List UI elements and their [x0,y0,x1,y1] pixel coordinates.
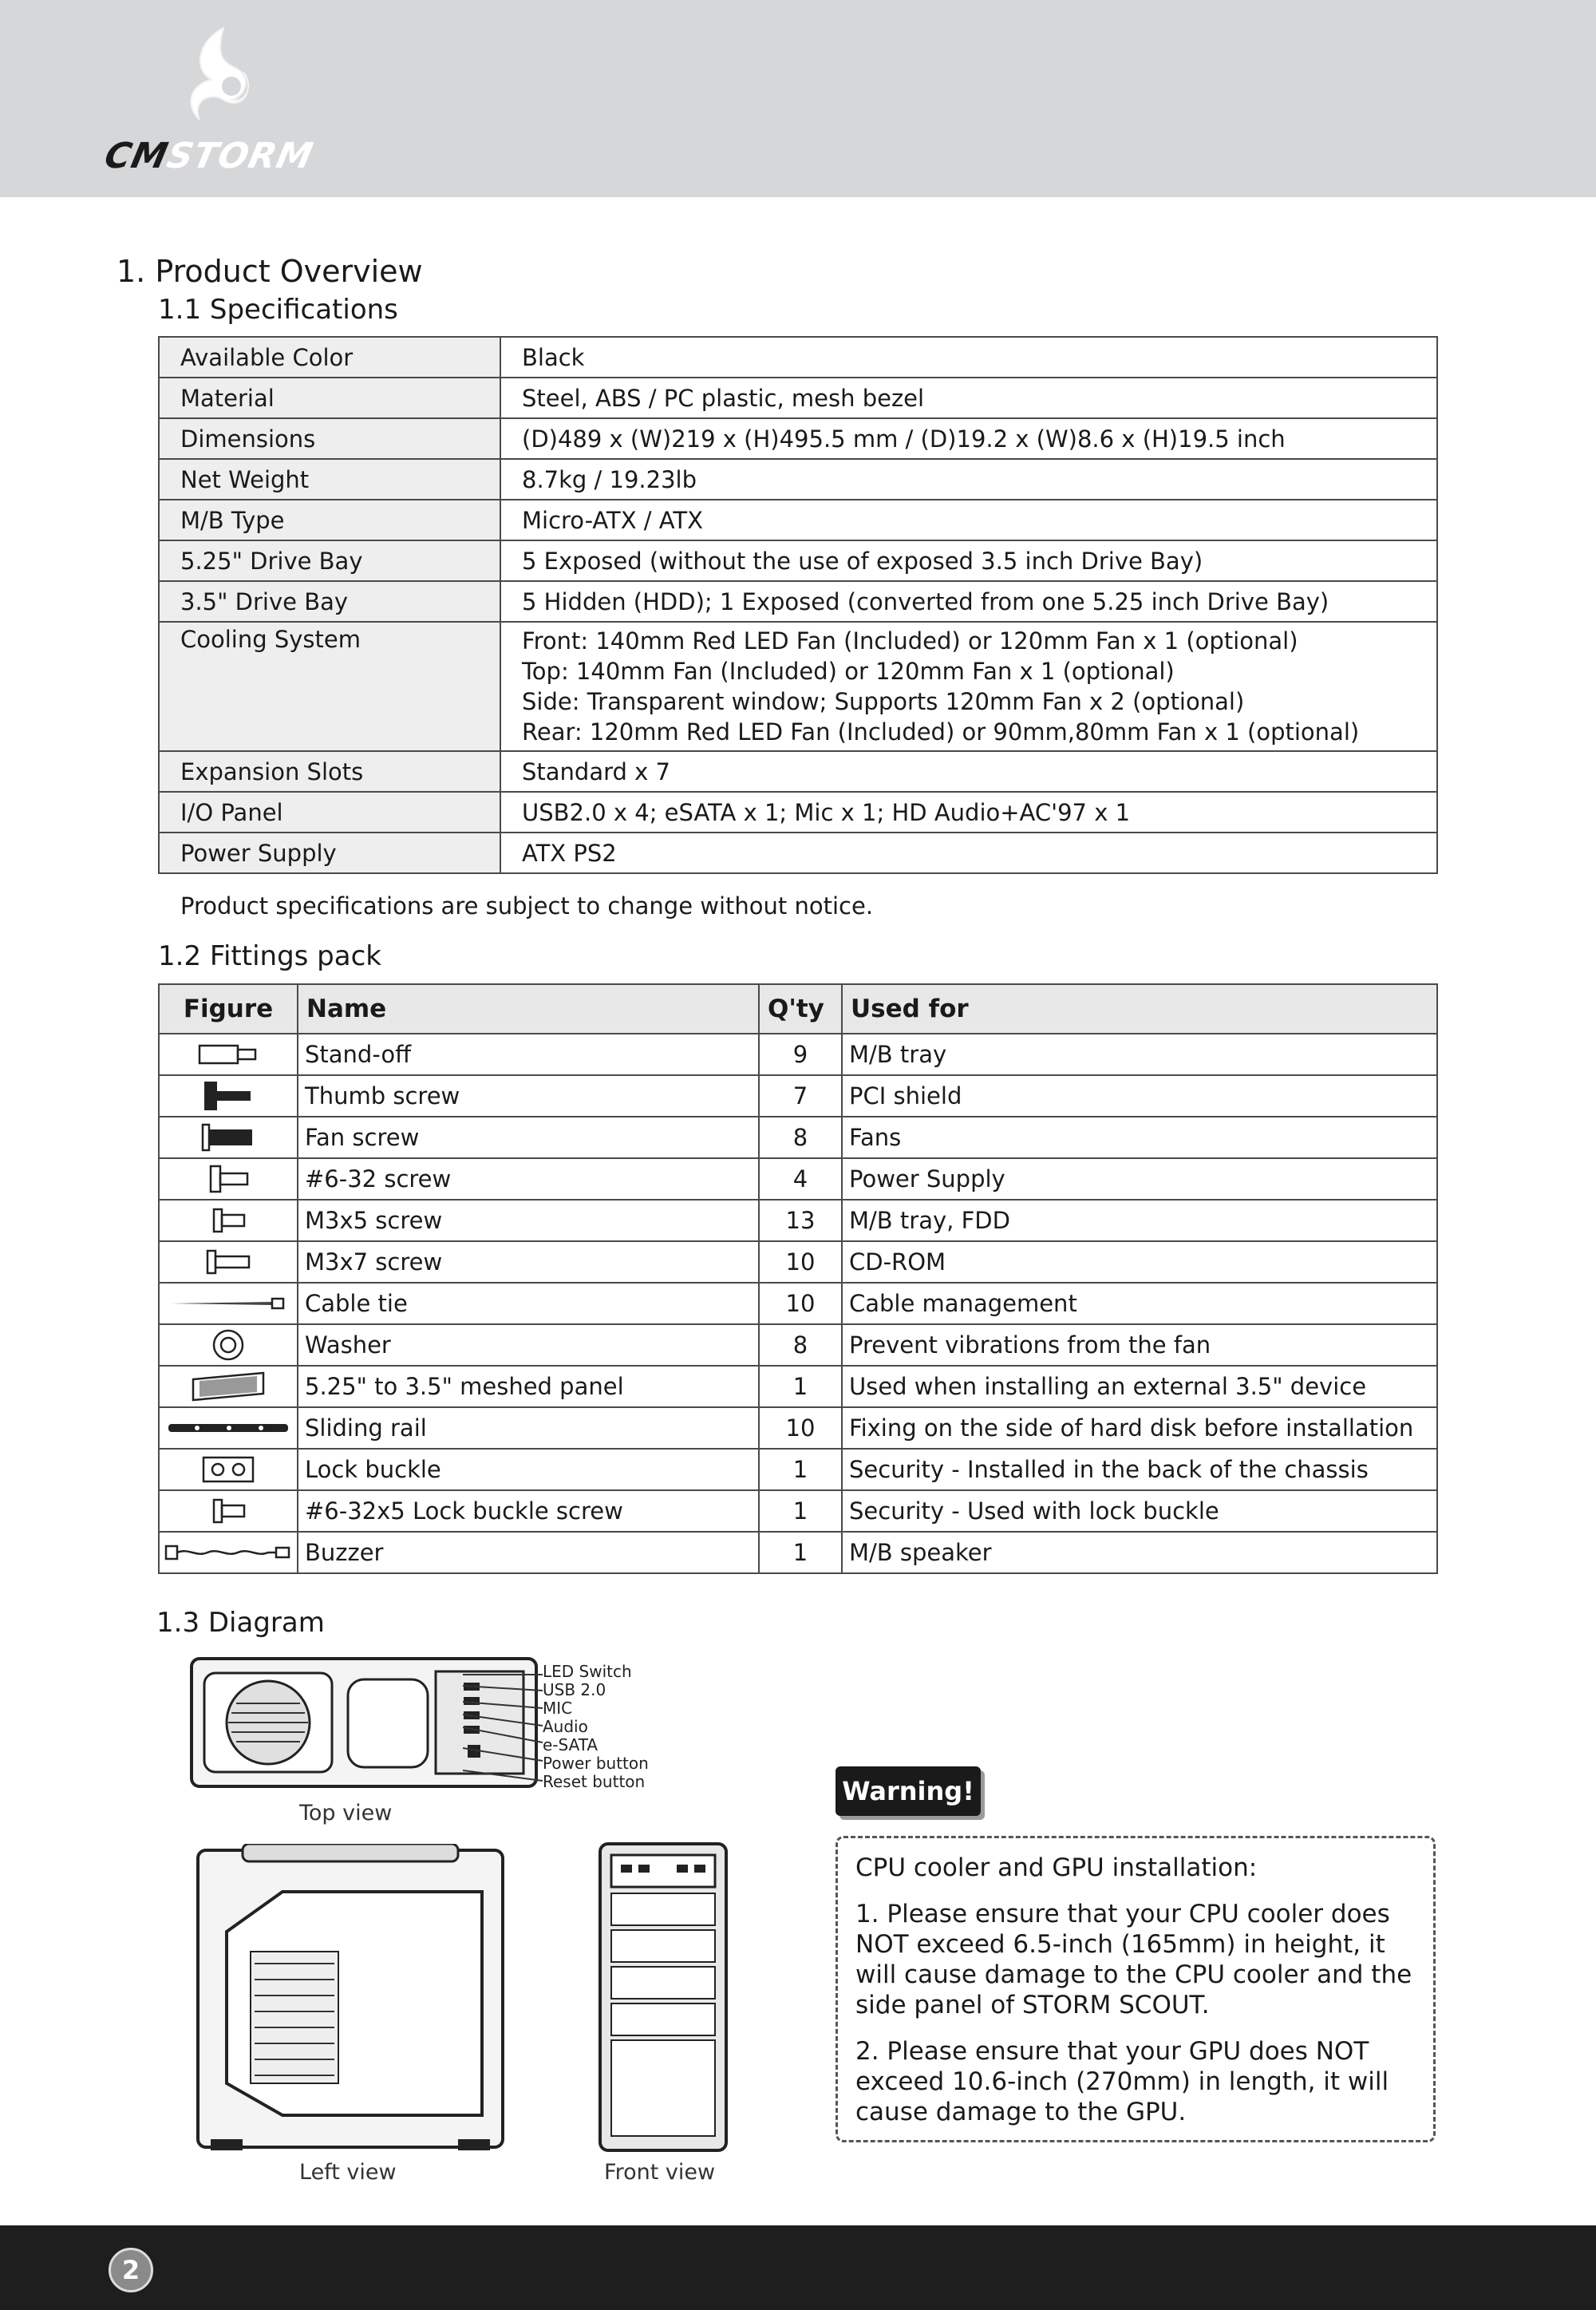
fittings-title: 1.2 Fittings pack [158,940,381,972]
spec-row [159,500,1437,540]
fitting-qty: 7 [759,1075,842,1117]
fitting-row [159,1449,1437,1490]
left-view-label: Left view [299,2160,397,2185]
fitting-name: Thumb screw [298,1075,759,1117]
fitting-figure [159,1407,298,1449]
fitting-row [159,1407,1437,1449]
io-callout-label: Power button [543,1754,649,1773]
fitting-used-for: PCI shield [842,1075,1437,1117]
fitting-qty: 10 [759,1241,842,1283]
fitting-figure [159,1241,298,1283]
fitting-figure [159,1283,298,1324]
spec-key: 3.5" Drive Bay [159,581,500,622]
fitting-used-for: M/B tray [842,1034,1437,1075]
spec-value-line: Side: Transparent window; Supports 120mm Fan x 2 (optional) [522,688,1245,715]
fitting-figure [159,1117,298,1158]
spec-row [159,418,1437,459]
spec-value: ATX PS2 [500,833,1437,873]
fitting-row [159,1241,1437,1283]
fitting-row [159,1283,1437,1324]
fitting-row [159,1117,1437,1158]
spec-key: I/O Panel [159,792,500,833]
fitting-figure [159,1075,298,1117]
spec-row [159,751,1437,792]
case-front-view-diagram [597,1841,729,2155]
spec-value: Standard x 7 [500,751,1437,792]
callout-leader-lines [463,1670,547,1790]
fittings-header-row [159,984,1437,1034]
spec-value-line: Top: 140mm Fan (Included) or 120mm Fan x 1 (optional) [522,658,1175,685]
fitting-used-for: Used when installing an external 3.5" device [842,1366,1437,1407]
spec-value: 8.7kg / 19.23lb [500,459,1437,500]
fittings-table [158,983,1438,1574]
fitting-name: Sliding rail [298,1407,759,1449]
fitting-row [159,1158,1437,1200]
spec-value-line: Front: 140mm Red LED Fan (Included) or 120mm Fan x 1 (optional) [522,627,1298,655]
thumb-screw-icon [198,1080,259,1112]
fitting-figure [159,1200,298,1241]
spec-value: (D)489 x (W)219 x (H)495.5 mm / (D)19.2 x (W)8.6 x (H)19.5 inch [500,418,1437,459]
cm-storm-logo [101,24,327,176]
spec-row [159,378,1437,418]
fitting-used-for: Power Supply [842,1158,1437,1200]
io-callout-label: LED Switch [543,1662,632,1681]
spec-value: 5 Exposed (without the use of exposed 3.5 inch Drive Bay) [500,540,1437,581]
fitting-used-for: Cable management [842,1283,1437,1324]
fitting-name: 5.25" to 3.5" meshed panel [298,1366,759,1407]
screw-6-32-icon [204,1164,252,1194]
fitting-row [159,1075,1437,1117]
spec-key: Cooling System [159,622,500,751]
diagram-title: 1.3 Diagram [156,1607,325,1639]
case-left-view-diagram [195,1844,506,2154]
spec-row [159,622,1437,751]
spec-value [500,622,1437,751]
io-callout-label: e-SATA [543,1735,598,1754]
sliding-rail-icon [165,1420,291,1436]
io-callout-label: Reset button [543,1772,646,1791]
spec-key: Power Supply [159,833,500,873]
cable-tie-icon [168,1295,288,1311]
spec-row [159,540,1437,581]
fitting-figure [159,1034,298,1075]
fitting-figure [159,1449,298,1490]
warning-item-cpu: 1. Please ensure that your CPU cooler does NOT exceed 6.5-inch (165mm) in height, it will cause damage to the CPU cooler and the side panel of STORM SCOUT. [855,1900,1412,2019]
fitting-name: Lock buckle [298,1449,759,1490]
fitting-used-for: CD-ROM [842,1241,1437,1283]
meshed-panel-icon [188,1370,268,1403]
fitting-row [159,1200,1437,1241]
fitting-figure [159,1532,298,1573]
fitting-qty: 1 [759,1366,842,1407]
io-callout-label: USB 2.0 [543,1680,606,1699]
spec-value: USB2.0 x 4; eSATA x 1; Mic x 1; HD Audio+AC'97 x 1 [500,792,1437,833]
fitting-name: Washer [298,1324,759,1366]
lock-buckle-screw-icon [206,1497,251,1525]
header-name: Name [298,984,759,1034]
storm-swirl-icon [168,24,263,136]
fitting-name: Cable tie [298,1283,759,1324]
page-number: 2 [109,2248,153,2292]
fitting-name: M3x7 screw [298,1241,759,1283]
fitting-figure [159,1158,298,1200]
fitting-used-for: Prevent vibrations from the fan [842,1324,1437,1366]
page-title: 1. Product Overview [117,254,423,289]
warning-box [836,1836,1436,2142]
fitting-qty: 1 [759,1490,842,1532]
spec-key: Dimensions [159,418,500,459]
spec-row [159,459,1437,500]
spec-key: M/B Type [159,500,500,540]
fitting-name: #6-32 screw [298,1158,759,1200]
fitting-qty: 8 [759,1324,842,1366]
fitting-qty: 13 [759,1200,842,1241]
warning-intro: CPU cooler and GPU installation: [855,1853,1258,1882]
fitting-qty: 8 [759,1117,842,1158]
fitting-name: Buzzer [298,1532,759,1573]
standoff-icon [198,1042,259,1066]
m3x7-screw-icon [203,1248,254,1276]
fitting-figure [159,1324,298,1366]
spec-key: 5.25" Drive Bay [159,540,500,581]
fitting-qty: 10 [759,1283,842,1324]
spec-value-line: Rear: 120mm Red LED Fan (Included) or 90mm,80mm Fan x 1 (optional) [522,718,1360,746]
header-qty: Q'ty [759,984,842,1034]
fitting-row [159,1034,1437,1075]
io-callout-label: Audio [543,1717,588,1736]
fitting-name: #6-32x5 Lock buckle screw [298,1490,759,1532]
header-figure: Figure [159,984,298,1034]
fitting-name: Stand-off [298,1034,759,1075]
spec-value: Micro-ATX / ATX [500,500,1437,540]
spec-value: Steel, ABS / PC plastic, mesh bezel [500,378,1437,418]
warning-item-gpu: 2. Please ensure that your GPU does NOT exceed 10.6-inch (270mm) in length, it will cause damage to the GPU. [855,2037,1389,2126]
fitting-name: Fan screw [298,1117,759,1158]
fitting-row [159,1366,1437,1407]
fitting-row [159,1324,1437,1366]
lock-buckle-icon [200,1454,256,1485]
spec-row [159,337,1437,378]
spec-row [159,833,1437,873]
top-view-label: Top view [299,1801,393,1825]
fitting-used-for: M/B tray, FDD [842,1200,1437,1241]
fitting-figure [159,1490,298,1532]
fitting-qty: 1 [759,1532,842,1573]
spec-key: Expansion Slots [159,751,500,792]
fitting-used-for: Fans [842,1117,1437,1158]
buzzer-icon [164,1543,292,1562]
fitting-qty: 10 [759,1407,842,1449]
specs-title: 1.1 Specifications [158,294,398,326]
fitting-used-for: Fixing on the side of hard disk before installation [842,1407,1437,1449]
io-callout-label: MIC [543,1699,573,1718]
washer-icon [211,1327,246,1363]
spec-key: Material [159,378,500,418]
spec-key: Net Weight [159,459,500,500]
fitting-qty: 1 [759,1449,842,1490]
fitting-used-for: Security - Used with lock buckle [842,1490,1437,1532]
fitting-used-for: Security - Installed in the back of the chassis [842,1449,1437,1490]
fitting-row [159,1490,1437,1532]
warning-badge: Warning! [836,1766,981,1816]
io-callouts [543,1663,649,1791]
fitting-used-for: M/B speaker [842,1532,1437,1573]
spec-row [159,581,1437,622]
header-used-for: Used for [842,984,1437,1034]
spec-value: Black [500,337,1437,378]
fitting-row [159,1532,1437,1573]
spec-value: 5 Hidden (HDD); 1 Exposed (converted from one 5.25 inch Drive Bay) [500,581,1437,622]
footer-band [0,2225,1596,2310]
specifications-table [158,336,1438,874]
fitting-qty: 9 [759,1034,842,1075]
fan-screw-icon [198,1121,259,1153]
fitting-name: M3x5 screw [298,1200,759,1241]
front-view-label: Front view [604,2160,716,2185]
spec-key: Available Color [159,337,500,378]
specs-note: Product specifications are subject to change without notice. [180,892,874,920]
spec-row [159,792,1437,833]
fitting-figure [159,1366,298,1407]
fitting-qty: 4 [759,1158,842,1200]
m3x5-screw-icon [206,1207,251,1234]
logo-wordmark: CMSTORM [101,136,318,176]
